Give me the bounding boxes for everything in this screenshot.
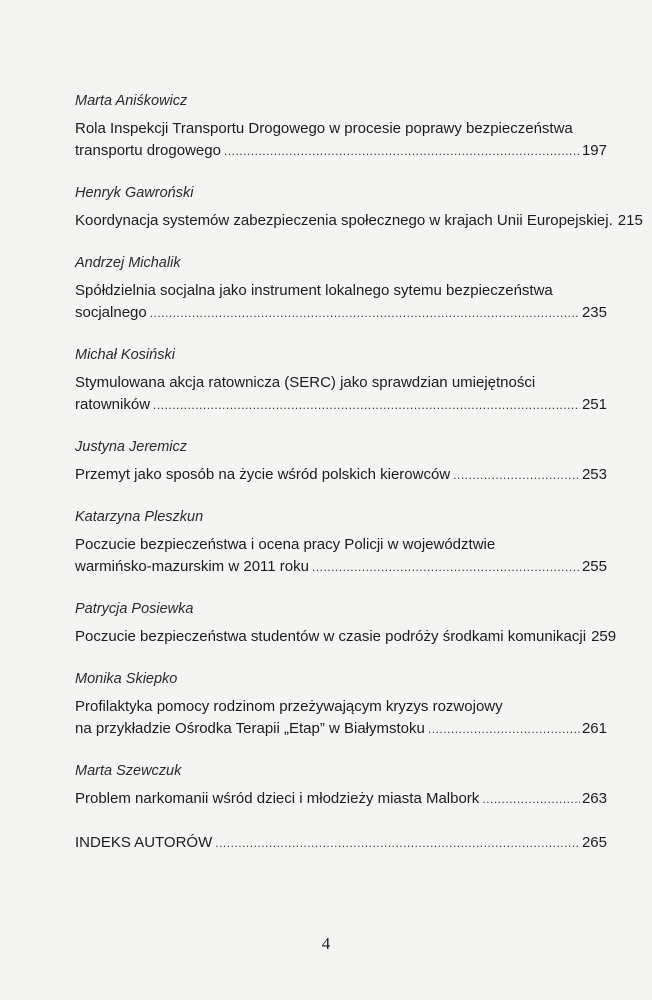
entry-author: Michał Kosiński (75, 347, 175, 363)
entry-last-line (75, 210, 643, 232)
toc-entry (75, 438, 607, 486)
dot-leader (312, 556, 580, 578)
entry-page-number: 253 (581, 466, 607, 483)
entry-page-number: 261 (581, 720, 607, 737)
entry-page-number: 263 (581, 790, 607, 807)
entry-author: Patrycja Posiewka (75, 601, 194, 617)
entry-title-end: warmińsko-mazurskim w 2011 roku (75, 558, 309, 575)
dot-leader (428, 718, 580, 740)
entry-title-end: transportu drogowego (75, 142, 221, 159)
entry-page-number: 255 (581, 558, 607, 575)
entry-title-end: socjalnego (75, 304, 147, 321)
entry-page-number: 215 (617, 212, 643, 229)
entry-title-line: Rola Inspekcji Transportu Drogowego w procesie poprawy bezpieczeństwa (75, 120, 573, 137)
entry-title-end: na przykładzie Ośrodka Terapii „Etap” w Białymstoku (75, 720, 425, 737)
dot-leader (215, 832, 580, 854)
page-number: 4 (321, 934, 331, 953)
dot-leader (150, 302, 580, 324)
entry-last-line (75, 556, 607, 578)
entry-title-line: Profilaktyka pomocy rodzinom przeżywającym kryzys rozwojowy (75, 698, 503, 715)
entry-page-number: 197 (581, 142, 607, 159)
toc-entry (75, 254, 607, 324)
entry-title-line: Poczucie bezpieczeństwa i ocena pracy Policji w województwie (75, 536, 496, 553)
entry-author: Monika Skiepko (75, 671, 178, 687)
table-of-contents (75, 92, 643, 876)
entry-author: Marta Aniśkowicz (75, 93, 188, 109)
toc-entry (75, 508, 607, 578)
entry-author: Marta Szewczuk (75, 763, 182, 779)
toc-entry (75, 184, 643, 232)
toc-entry (75, 92, 607, 162)
entry-page-number: 259 (591, 628, 617, 645)
entry-last-line (75, 394, 607, 416)
entry-title-end: Przemyt jako sposób na życie wśród polskich kierowców (75, 466, 451, 483)
entry-title-end: Poczucie bezpieczeństwa studentów w czasie podróży środkami komunikacji (75, 628, 587, 645)
entry-author: Henryk Gawroński (75, 185, 194, 201)
entry-title-line: Stymulowana akcja ratownicza (SERC) jako sprawdzian umiejętności (75, 374, 536, 391)
entry-last-line (75, 464, 607, 486)
entry-title-end: Koordynacja systemów zabezpieczenia społecznego w krajach Unii Europejskiej. (75, 212, 613, 229)
entry-last-line (75, 626, 617, 648)
dot-leader (224, 140, 580, 162)
dot-leader (153, 394, 580, 416)
entry-last-line (75, 140, 607, 162)
entry-title-end: Problem narkomanii wśród dzieci i młodzieży miasta Malbork (75, 790, 480, 807)
toc-entry (75, 346, 607, 416)
entry-last-line (75, 302, 607, 324)
entry-title-line: Spółdzielnia socjalna jako instrument lokalnego sytemu bezpieczeństwa (75, 282, 553, 299)
toc-entry (75, 670, 607, 740)
entry-page-number: 251 (581, 396, 607, 413)
entry-page-number: 235 (581, 304, 607, 321)
index-label: INDEKS AUTORÓW (75, 834, 213, 851)
entry-author: Andrzej Michalik (75, 255, 181, 271)
entry-author: Katarzyna Pleszkun (75, 509, 204, 525)
entry-last-line (75, 788, 607, 810)
toc-entry (75, 600, 617, 648)
entry-last-line (75, 718, 607, 740)
dot-leader (482, 788, 580, 810)
toc-entry (75, 762, 607, 810)
dot-leader (453, 464, 580, 486)
toc-index-entry (75, 832, 607, 854)
index-page-number: 265 (581, 834, 607, 851)
index-line (75, 832, 607, 854)
entry-title-end: ratowników (75, 396, 151, 413)
entry-author: Justyna Jeremicz (75, 439, 188, 455)
